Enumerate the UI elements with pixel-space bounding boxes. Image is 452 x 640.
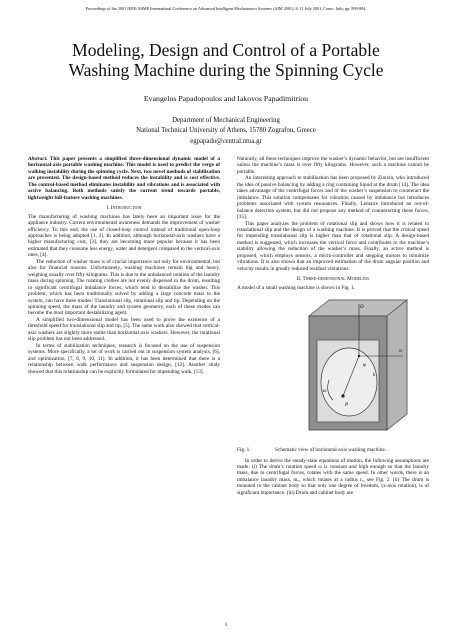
abstract xyxy=(28,156,220,201)
title-line-2: Washing Machine during the Spinning Cycle xyxy=(68,60,384,80)
model-intro: A model of a small washing machine is shown in Fig. 1. xyxy=(237,284,355,291)
imbalance-mass xyxy=(341,394,344,397)
abstract-label: Abstract. xyxy=(28,156,48,162)
section-heading-introduction: I. Introduction xyxy=(106,205,142,212)
paper-title xyxy=(30,40,422,80)
cabinet-right-face xyxy=(387,300,407,430)
author-email: egpapado@central.ntua.gr xyxy=(190,138,262,145)
right-paragraph-2: An interesting approach to stabilization has been proposed by Zuoxin, who introduced the idea of passive balancing by adding a ring containing liquid at the drum [14]. The idea takes advantage of the centrifugal forces and of the washer’s suspension to counteract the imbalance. This solution compensates for vibration caused by imbalance but introduces problems associated with system resonances. Finally, Lemaire introduced an out-of-balance detection system, but did not propose any method of counteracting these forces, [15]. xyxy=(237,175,429,221)
washer-schematic xyxy=(303,296,413,442)
label-o: O xyxy=(360,305,364,311)
label-phi: φ xyxy=(363,363,366,369)
section-heading-modeling: II. Three-dimensional Modeling xyxy=(296,276,370,283)
abstract-text: This paper presents a simplified three-dimensional dynamic model of a horizontal-axis portable washing machine. This model is used to predict the verge of walking instability during the spinning cycle. Next, two novel methods of stabilization are presented. The design-based method reduces the instability and is cost effective. The control-based method eliminates instability and vibrations and is associated with active balancing. Both methods satisfy the current trend towards portable, lightweight full-feature washing machines. xyxy=(28,156,220,201)
assumptions-paragraph: In order to derive the steady-state equations of motion, the following assumptions are made: (i) The drum’s rotation speed ω is constant and high enough so that the laundry mass, due to centrifugal forces, rotates with the same speed. In other words, there is an imbalance laundry mass, mₒ, which rotates at a radius rₒ, see Fig. 2. (ii) The drum is mounted to the cabinet body so that only one degree of freedom, (x-axis rotation), is of significant importance. (iii) Drum and cabinet body are xyxy=(237,457,429,496)
intro-paragraph-3: A simplified two-dimensional model has been used to prove the existence of a threshold speed for translational slip and tip, [5]. The same work also showed that vertical-axis washers are slightly more stable than horizontal-axis washers. However, the rotational slip problem has not been addressed. xyxy=(28,316,220,343)
left-column xyxy=(28,156,220,375)
drum-outline xyxy=(321,348,377,416)
page-number: 1 xyxy=(224,622,228,628)
intro-paragraph-1: The manufacturing of washing machines has lately been an important issue for the appliance industry. Current environmental awareness demands the improvement of washer efficiency. To this end, the use of closed-loop control instead of traditional open-loop approaches is being adopted [1, 2]. In addition, although horizontal-axis washers have a higher manufacturing cost, [3], they are becoming more popular because it has been estimated that they consume less energy, water and detergent compared to the vertical-axis ones, [4]. xyxy=(28,213,220,259)
proceedings-header: Proceedings of the 2001 IEEE/ASME International Conference on Advanced Intelligent Mechatronics Systems (AIM 2001), 8–11 July 2001, Como, Italy, pp. 899-904. xyxy=(85,6,367,11)
intro-paragraph-2: The reduction of washer mass is of crucial importance not only for environmental, but also for financial reasons. Unfortunately, washing machines remain big and heavy, weighing usually over fifty kilograms. This is due to the unbalanced rotation of the laundry mass during spinning. The rotating clothes are not evenly dispersed in the drum, resulting in significant centrifugal imbalance forces, which tend to destabilize the washer. This problem, which has been traditionally solved by adding a large concrete mass to the system, can have three modes: Translational slip, rotational slip and tip. Depending on the spinning speed, the mass of the laundry and system geometry, each of these modes can become the most important destabilizing agent. xyxy=(28,258,220,317)
intro-paragraph-4: In terms of stabilization techniques, research is focused on the use of suspension systems. More specifically, a lot of work is carried out in suspension system analysis, [6], and optimization, [7, 8, 9, 10, 11]. In addition, it has been determined that there is a relationship between walk performance and suspension design, [12]. Another study showed that this relationship can be explicitly formulated for impending walk, [13]. xyxy=(28,342,220,375)
affiliation-department: Department of Mechanical Engineering xyxy=(172,117,280,124)
figure-1-caption xyxy=(237,447,429,453)
authors: Evangelos Papadopoulos and Iakovos Papadimitriou xyxy=(143,94,309,103)
figure-1-caption-number: Fig. 1. xyxy=(237,447,251,454)
figure-1 xyxy=(237,294,429,444)
figure-1-caption-text: Schematic view of horizontal-axis washing machine. xyxy=(275,447,387,454)
title-line-1: Modeling, Design and Control of a Portable xyxy=(72,40,380,60)
label-p: P xyxy=(345,403,349,409)
affiliation-university: National Technical University of Athens, 15780 Zografou, Greece xyxy=(136,127,316,134)
right-paragraph-1: Naturally, all these techniques improve the washer’s dynamic behavior, but are insufficient unless the machine’s mass is over fifty kilograms. However, such a machine cannot be portable. xyxy=(237,156,429,175)
right-paragraph-3: This paper analyzes the problem of rotational slip and shows how it is related to translational slip and the design of a washing machine. It is proved that the critical speed for impending translational slip is higher than that of rotational slip. A design-based method is suggested, which increases the vertical force and contributes to the machine’s stability allowing the reduction of the washer’s mass. Finally, an active method is proposed, which employs sensors, a micro-controller and stepping motors to minimize vibrations. It is also shown that an improved estimation of the drum angular position and velocity results in greatly reduced residual vibrations. xyxy=(237,220,429,272)
label-w: w xyxy=(399,349,403,355)
right-column xyxy=(237,156,429,496)
label-omega: ω xyxy=(323,389,327,395)
pivot-point xyxy=(358,355,360,357)
label-k: k xyxy=(373,373,376,379)
